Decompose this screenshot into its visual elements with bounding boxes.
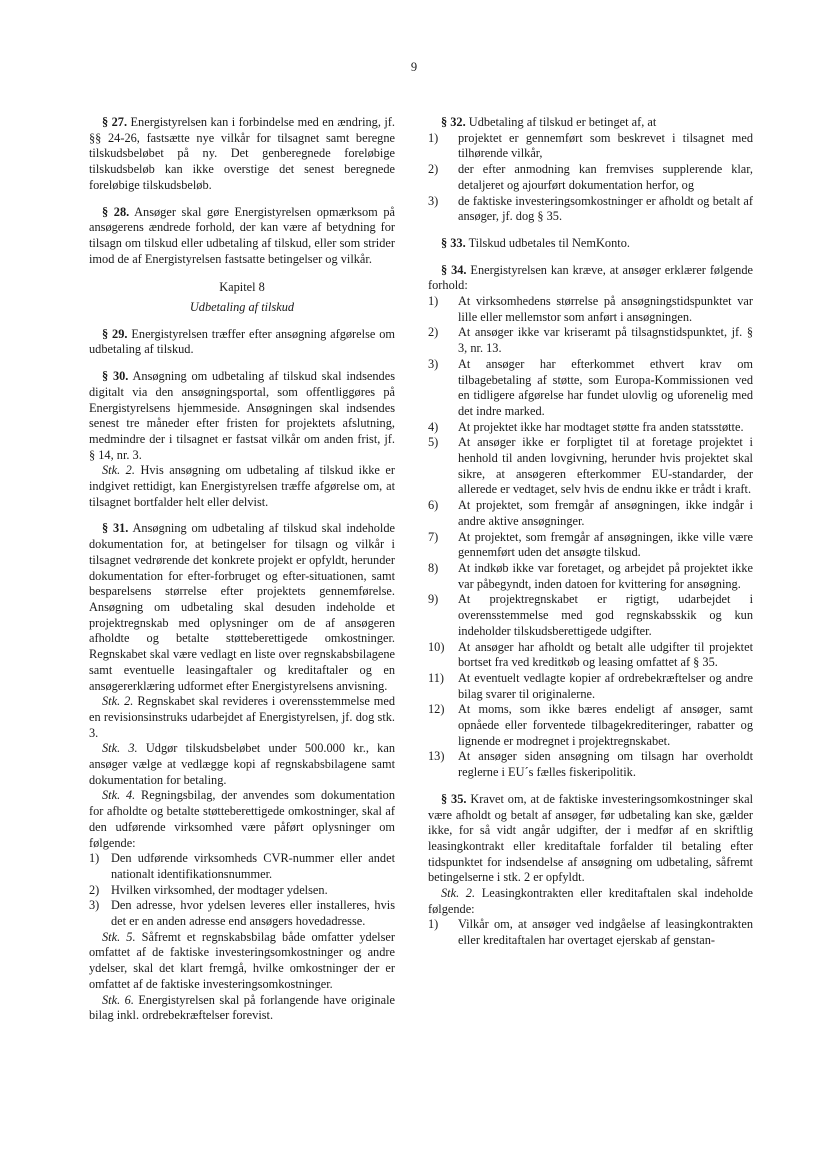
list-item-number: 1) (428, 130, 439, 145)
list-item (428, 640, 753, 671)
section-34 (428, 263, 753, 294)
list-item-text: At projektet, som fremgår af ansøgningen, ikke indgår i andre aktive ansøgninger. (458, 498, 753, 528)
list-item-number: 3) (428, 356, 439, 371)
list-item (428, 671, 753, 702)
list-item (428, 561, 753, 592)
list-item (428, 131, 753, 162)
section-31-stk-5 (89, 930, 395, 993)
left-column (89, 115, 395, 1024)
section-text: Ansøgning om udbetaling af tilskud skal indeholde dokumentation for, at betingelser for tilsagn og vilkår i tilsagnet vedrørende det konkrete projekt er opfyldt, herunder dokumentation for efter-forbruget og efter-situationen, samt besparelsens størrelse efter projektets gennemførelse. Ansøgning om udbetaling skal desuden indeholde et projektregnskab med oplysninger om de af ansøgeren afholdte og betalte støtteberettigede omkostninger. Regnskabet skal være vedlagt en liste over regnskabsbilagene samt eventuelle leasingaftaler og kreditaftaler og en ansøgererklæring udformet efter Energistyrelsens anvisning. (89, 521, 396, 693)
section-label: § 32. (441, 115, 466, 129)
section-text: Energistyrelsen træffer efter ansøgning afgørelse om udbetaling af tilskud. (89, 326, 395, 357)
section-label: § 30. (102, 369, 129, 384)
list-item-number: 3) (89, 898, 100, 913)
list-item-number: 2) (428, 162, 439, 177)
chapter-title: Kapitel 8 (219, 280, 265, 295)
list-item-text: Vilkår om, at ansøger ved indgåelse af leasingkontrakten eller kreditaftalen har overtaget ejerskab af genstan- (458, 917, 753, 948)
section-text: Kravet om, at de faktiske investeringsomkostninger skal være afholdt og betalt af ansøger, før udbetaling kan ske, gælder ikke, for så vidt angår udgifter, der i medfør af en skriftlig leasingkontrakt eller kreditaftale forfalder til betaling efter tidspunktet for indsendelse af ansøgning om udbetaling, såfremt betingelserne i stk. 2 er opfyldt. (428, 791, 754, 885)
stk-text: Hvis ansøgning om udbetaling af tilskud ikke er indgivet rettidigt, kan Energistyrelsen træffe afgørelse om, at tilsagnet bortfalder helt eller delvist. (89, 463, 395, 509)
section-text: Tilskud udbetales til NemKonto. (468, 235, 630, 250)
list-item-number: 3) (428, 193, 439, 208)
list-item-text: At ansøger har efterkommet ethvert krav om tilbagebetaling af støtte, som Europa-Kommissionen ved en tidligere afgørelse har fundet ulovlig og uforenelig med det indre marked. (458, 356, 753, 418)
list-item-text: At ansøger har afholdt og betalt alle udgifter til projektet bortset fra ved kreditkøb og leasing omfattet af § 35. (458, 639, 753, 670)
list-item-text: At virksomhedens størrelse på ansøgningstidspunktet var lille eller mellemstor som anført i ansøgningen. (458, 294, 753, 324)
list-item-text: projektet er gennemført som beskrevet i tilsagnet med tilhørende vilkår, (458, 130, 753, 161)
list-item (428, 702, 753, 749)
list-item (89, 883, 395, 899)
list-item (428, 917, 753, 948)
list-item-number: 1) (428, 294, 439, 309)
list-item-number: 12) (428, 702, 445, 717)
section-label: § 34. (441, 262, 467, 277)
list-item-text: At projektregnskabet er rigtigt, udarbejdet i overensstemmelse med god regnskabsskik og kun indeholder tilskudsberettigede udgifter. (458, 592, 753, 638)
list-item-text: Hvilken virksomhed, der modtager ydelsen. (111, 882, 328, 897)
list-item-text: At moms, som ikke bæres endeligt af ansøger, samt opnåede eller forventede tilbagekrediteringer, rabatter og lignende er modregnet i projektregnskabet. (458, 702, 753, 748)
section-31-stk-4-list (89, 851, 395, 930)
section-31-stk-3 (89, 741, 395, 788)
section-30-stk-2 (89, 463, 395, 510)
list-item (428, 294, 753, 325)
list-item-text: der efter anmodning kan fremvises supplerende klar, detaljeret og ajourført dokumentation herfor, og (458, 162, 753, 192)
list-item-text: At eventuelt vedlagte kopier af ordrebekræftelser og andre bilag svarer til originalerne. (458, 670, 753, 701)
list-item-text: At ansøger ikke var kriseramt på tilsagnstidspunktet, jf. § 3, nr. 13. (458, 325, 753, 356)
list-item-number: 10) (428, 639, 445, 654)
list-item-text: At projektet ikke har modtaget støtte fra anden statsstøtte. (458, 419, 744, 434)
list-item-text: Den adresse, hvor ydelsen leveres eller installeres, hvis det er en anden adresse end ansøgers hovedadresse. (111, 898, 395, 929)
stk-label: Stk. 5. (102, 929, 136, 944)
stk-label: Stk. 2. (441, 886, 476, 901)
section-text: Ansøgning om udbetaling af tilskud skal indsendes digitalt via den ansøgningsportal, som offentliggøres på Energistyrelsens hjemmeside. Ansøgningen skal indsendes senest tre måneder efter fristen for projektets afslutning, medmindre der i tilsagnet er fastsat vilkår om anden frist, jf. § 14, nr. 3. (89, 369, 396, 462)
list-item (428, 592, 753, 639)
list-item-number: 2) (89, 882, 100, 897)
section-27 (89, 115, 395, 194)
stk-label: Stk. 2. (102, 694, 134, 709)
list-item-text: At ansøger ikke er forpligtet til at foretage projektet i henhold til anden lovgivning, herunder hvis projektet skal sikre, at ansøgeren efterkommer EU-standarder, der allerede er vedtaget, selv hvis de endnu ikke er trådt i kraft. (458, 435, 753, 497)
list-item-number: 1) (89, 851, 100, 866)
list-item-number: 13) (428, 749, 445, 764)
list-item (428, 749, 753, 780)
page-number: 9 (410, 60, 418, 74)
section-text: Energistyrelsen kan kræve, at ansøger erklærer følgende forhold: (428, 262, 753, 293)
section-label: § 33. (441, 235, 466, 250)
stk-label: Stk. 6. (102, 992, 134, 1007)
section-31-stk-4 (89, 788, 395, 851)
list-item-text: At projektet, som fremgår af ansøgningen, ikke ville være gennemført uden det ansøgte tilskud. (458, 529, 753, 560)
list-item-text: At ansøger siden ansøgning om tilsagn har overholdt reglerne i EU´s fælles fiskeripolitik. (458, 749, 753, 780)
section-31-stk-6 (89, 993, 395, 1024)
list-item (428, 435, 753, 498)
list-item (428, 325, 753, 356)
list-item (428, 357, 753, 420)
section-35-stk-2-list (428, 917, 753, 948)
section-label: § 29. (102, 326, 128, 341)
list-item (428, 194, 753, 225)
section-32 (428, 115, 753, 131)
right-column (428, 115, 753, 949)
list-item (428, 530, 753, 561)
list-item (428, 162, 753, 193)
stk-text: Leasingkontrakten eller kreditaftalen skal indeholde følgende: (428, 886, 753, 916)
section-30 (89, 369, 395, 463)
section-34-list (428, 294, 753, 781)
list-item-number: 1) (428, 917, 439, 932)
list-item-number: 9) (428, 592, 439, 607)
list-item-text: de faktiske investeringsomkostninger er afholdt og betalt af ansøger, jf. dog § 35. (458, 193, 753, 224)
section-35-stk-2 (428, 886, 753, 917)
list-item-number: 7) (428, 529, 439, 544)
stk-text: Såfremt et regnskabsbilag både omfatter ydelser omfattet af de faktiske investeringsomkostninger og andre ydelser, skal det klart fremgå, hvilke omkostninger der er omfattet af de faktiske investeringsomkostninger. (89, 929, 396, 991)
stk-label: Stk. 2. (102, 463, 135, 478)
section-31 (89, 521, 395, 694)
list-item (428, 498, 753, 529)
stk-text: Udgør tilskudsbeløbet under 500.000 kr., kan ansøger vælge at vedlægge kopi af regnskabsbilagene samt dokumentation for betaling. (89, 741, 396, 787)
section-33 (428, 236, 753, 252)
section-29 (89, 327, 395, 358)
section-28 (89, 205, 395, 268)
list-item (89, 851, 395, 882)
section-text: Ansøger skal gøre Energistyrelsen opmærksom på ansøgerens ændrede forhold, der kan være af betydning for tilsagn om tilskud eller udbetaling af tilskud, eller som strider imod de af Energistyrelsen fastsatte betingelser og vilkår. (89, 204, 395, 266)
list-item (89, 898, 395, 929)
stk-label: Stk. 3. (102, 741, 138, 756)
list-item-number: 11) (428, 670, 444, 685)
list-item-number: 4) (428, 419, 439, 434)
section-text: Energistyrelsen kan i forbindelse med en ændring, jf. §§ 24-26, fastsætte nye vilkår for tilsagnet samt beregne tilskudsbeløbet på ny. Det genberegnede foreløbige tilskudsbeløb kan ikke overstige det senest beregnede foreløbige tilskudsbeløb. (89, 115, 396, 192)
section-35 (428, 792, 753, 886)
list-item-text: At indkøb ikke var foretaget, og arbejdet på projektet ikke var påbegyndt, inden datoen for kvittering for ansøgning. (458, 560, 753, 591)
list-item-number: 5) (428, 435, 439, 450)
stk-label: Stk. 4. (102, 788, 136, 803)
stk-text: Regnskabet skal revideres i overensstemmelse med en revisionsinstruks udarbejdet af Energistyrelsen, jf. dog stk. 3. (89, 694, 396, 740)
section-label: § 35. (441, 791, 467, 806)
section-label: § 28. (102, 204, 130, 219)
section-label: § 27. (102, 115, 128, 129)
chapter-subtitle: Udbetaling af tilskud (189, 300, 295, 315)
stk-text: Regningsbilag, der anvendes som dokumentation for afholdte og betalte støtteberettigede omkostninger, skal af den udførende virksomhed være påført oplysninger om følgende: (89, 788, 395, 850)
list-item (428, 420, 753, 436)
section-text: Udbetaling af tilskud er betinget af, at (468, 115, 657, 129)
section-31-stk-2 (89, 694, 395, 741)
list-item-number: 8) (428, 560, 439, 575)
list-item-number: 6) (428, 498, 439, 513)
list-item-text: Den udførende virksomheds CVR-nummer eller andet nationalt identifikationsnummer. (111, 851, 395, 881)
stk-text: Energistyrelsen skal på forlangende have originale bilag inkl. ordrebekræftelser forevist. (89, 992, 395, 1023)
section-label: § 31. (102, 521, 129, 536)
section-32-list (428, 131, 753, 225)
list-item-number: 2) (428, 325, 439, 340)
